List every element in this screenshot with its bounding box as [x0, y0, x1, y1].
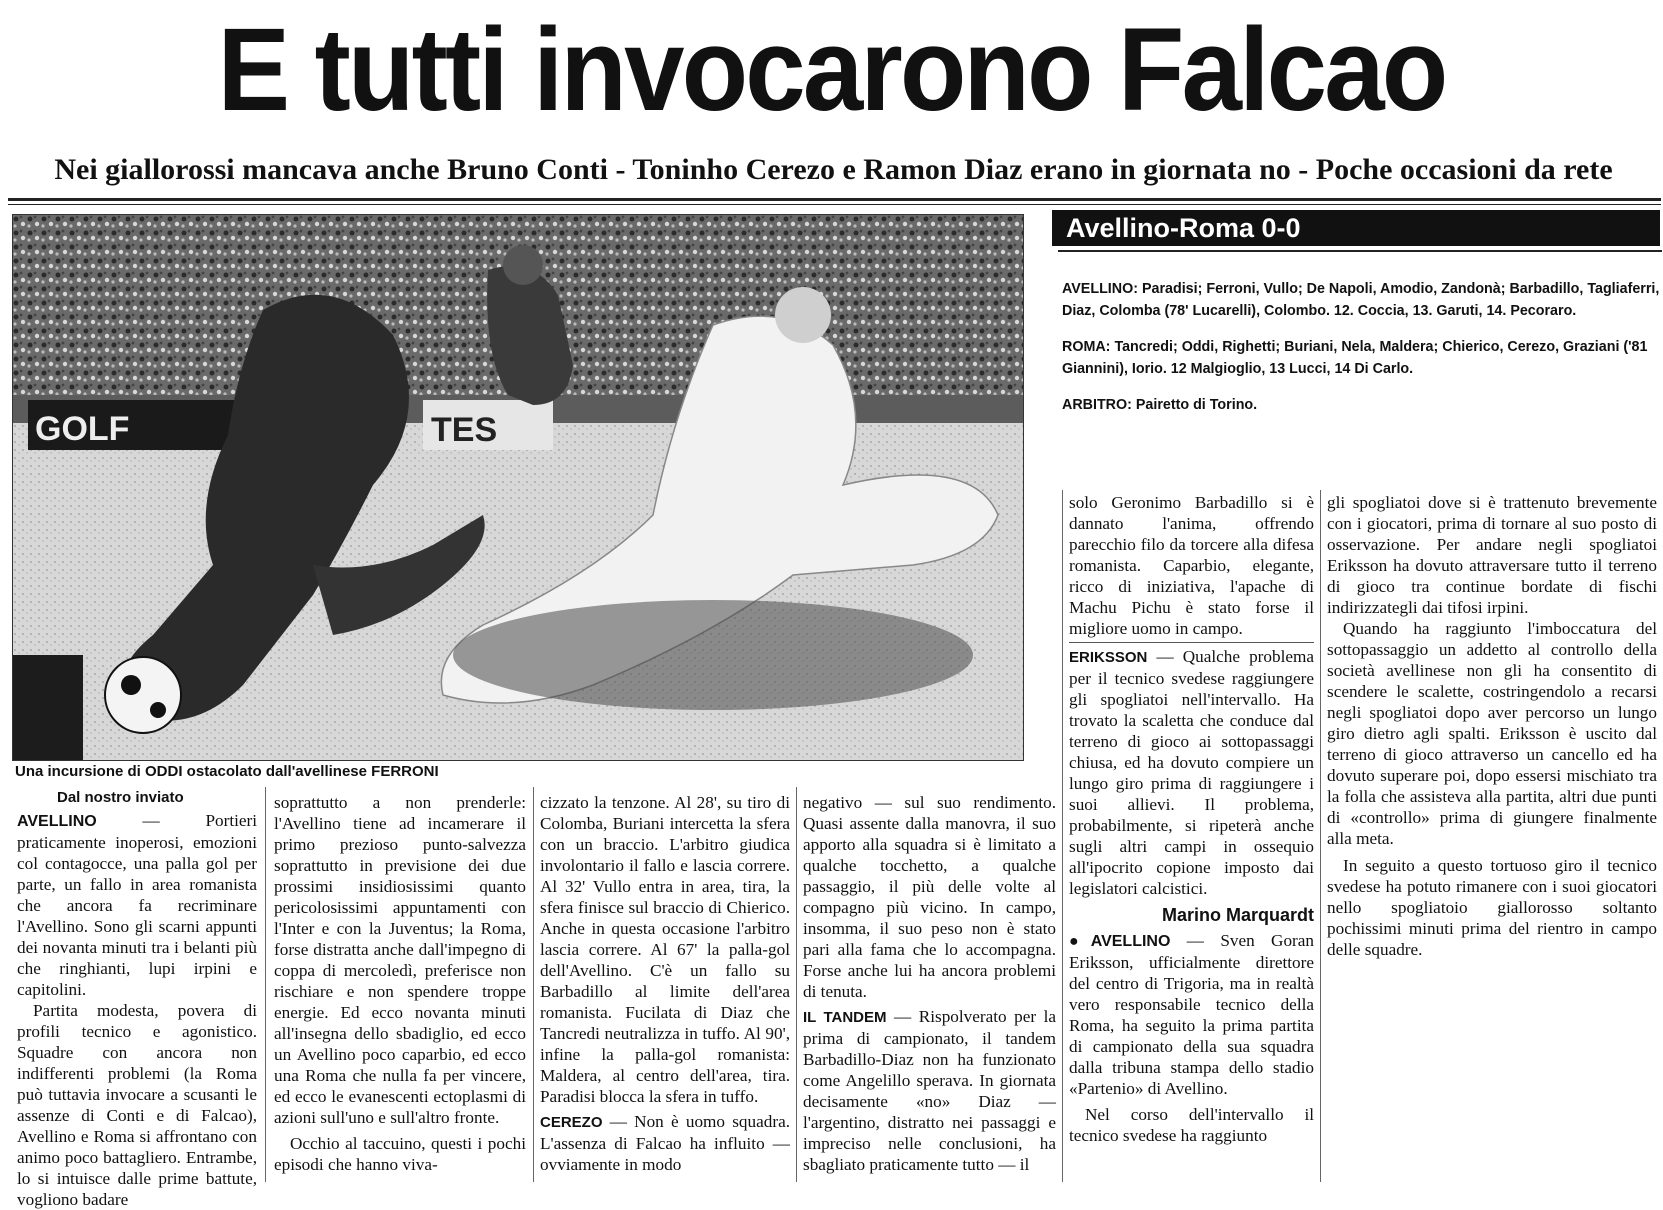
paragraph: negativo — sul suo rendimento. Quasi assente dalla manovra, il suo apporto alla squadra si è limitato a qualche tocchetto, a qualche passaggio, il più delle volte al compagno più vicino. In campo, insomma, il suo peso non è stato pari alla fama che lo accompagna. Forse anche lui ha ancora problemi di tenuta. — [803, 793, 1056, 1001]
banner-rule — [1058, 250, 1662, 252]
paragraph: Occhio al taccuino, questi i pochi episodi che hanno viva- — [274, 1134, 526, 1174]
paragraph: gli spogliatoi dove si è trattenuto brevemente con i giocatori, prima di tornare al suo posto di osservazione. Per andare negli spogliatoi Eriksson ha dovuto attraversare tutto il terreno di gioco tra continue bordate di fischi indirizzategli dai tifosi irpini. — [1327, 493, 1657, 617]
subhead-eriksson: ERIKSSON — [1069, 649, 1148, 666]
top-rule-thin — [8, 204, 1661, 205]
lineups-box — [1062, 278, 1660, 416]
rule — [1069, 642, 1314, 643]
ad-board-text-2: TES — [431, 411, 498, 449]
paragraph: Quando ha raggiunto l'imboccatura del sottopassaggio un addetto al controllo della società avellinese non gli ha consentito di scendere le scalette, costringendolo a recarsi negli spogliatoi dopo aver percorso un lungo giro dietro agli spalti. Eriksson è uscito dal terreno di gioco attraverso un cancello ed ha dovuto superare poi, dopo essersi mischiato tra la folla che assisteva alla partita, altri due punti di «controllo» prima di giungere finalmente alla meta. — [1327, 619, 1657, 848]
ad-board-text: GOLF — [35, 410, 130, 448]
lineup-avellino — [1062, 278, 1660, 322]
team-label-avellino: AVELLINO: — [1062, 281, 1138, 297]
players-avellino: Paradisi; Ferroni, Vullo; De Napoli, Amodio, Zandonà; Barbadillo, Tagliaferri, Diaz, Colomba (78' Lucarelli), Colombo. 12. Coccia, 13. Garuti, 14. Pecoraro. — [1062, 281, 1660, 319]
ball — [105, 657, 181, 733]
paragraph: cizzato la tenzone. Al 28', su tiro di Colomba, Buriani intercetta la sfera con un braccio. L'arbitro giudica involontario il fallo e lascia correre. Al 32' Vullo entra in area, tira, la sfera finisce sul braccio di Chierico. Anche in questa occasione l'arbitro lascia correre. Al 67' la palla-gol dell'Avellino. C'è un fallo su Barbadillo al limite dell'area romanista. Fucilata di Diaz che Tancredi neutralizza in tuffo. Al 90', infine la palla-gol romanista: Maldera, al centro dell'area, tira. Paradisi blocca la sfera in tuffo. — [540, 793, 790, 1106]
paragraph: soprattutto a non prenderle: l'Avellino tiene ad incamerare il primo prezioso punto-salvezza soprattutto in previsione dei due prossimi insidiosissimi quanto pericolosissimi appuntamenti con l'Inter e con la Juventus; la Roma, forse distratta anche dall'impegno di coppa di mercoledì, preferisce non rischiare e non spendere troppe energie. Ed ecco novanta minuti all'insegna dello sbadiglio, ed ecco un Avellino poco caparbio, ed ecco una Roma che nulla fa per vincere, ed ecco le evanescenti ectoplasmi di azioni sull'uno e sull'altro fronte. — [274, 793, 526, 1127]
column-divider — [265, 787, 266, 1182]
column-6 — [1327, 492, 1657, 960]
paragraph — [540, 1111, 790, 1175]
column-1 — [17, 787, 257, 1210]
paragraph — [1069, 930, 1314, 1099]
column-divider — [1320, 490, 1321, 1182]
match-photo-image — [13, 215, 1023, 760]
paragraph — [1069, 646, 1314, 899]
author-signature: Marino Marquardt — [1161, 905, 1314, 925]
text: — Rispolverato per la prima di campionato, il tandem Barbadillo-Diaz non ha funzionato come Angelillo sperava. In giornata decisamente «no» Diaz — l'argentino, distratto nei passaggi e impreciso nelle conclusioni, ha sbagliato praticamente tutto — il — [803, 1007, 1057, 1174]
byline: Dal nostro inviato — [57, 789, 184, 806]
paragraph: Nel corso dell'intervallo il tecnico svedese ha raggiunto — [1069, 1105, 1314, 1145]
photo-caption: Una incursione di ODDI ostacolato dall'avellinese FERRONI — [15, 763, 439, 780]
dateline: AVELLINO — [1090, 933, 1171, 950]
referee-label: ARBITRO: — [1062, 397, 1132, 413]
subhead-tandem: IL TANDEM — [803, 1009, 887, 1026]
paragraph: Partita modesta, povera di profili tecnico e agonistico. Squadre con ancora non indifferenti problemi (la Roma può tuttavia invocare a scusanti le assenze di Conti e di Falcao), Avellino e Roma si affrontano con animo poco battagliero. Entrambe, lo si intuisce dalle prime battute, vogliono badare — [17, 1001, 257, 1209]
column-divider — [533, 787, 534, 1182]
top-rule — [8, 198, 1661, 201]
column-divider — [1062, 490, 1063, 1182]
text: — Portieri praticamente inoperosi, emozioni col contagocce, una palla gol per parte, un fallo in area romanista che ancora fa recriminare l'Avellino. Sono gli scarni appunti dei novanta minuti tra i belanti più che ringhianti, lupi irpini e capitolini. — [17, 811, 257, 999]
text: — Non è uomo squadra. L'assenza di Falcao ha influito — ovviamente in modo — [540, 1112, 790, 1174]
team-label-roma: ROMA: — [1062, 339, 1111, 355]
bullet-icon: ● — [1069, 933, 1091, 950]
column-4 — [803, 792, 1056, 1175]
lineup-roma — [1062, 336, 1660, 380]
text: — Sven Goran Eriksson, ufficialmente direttore del centro di Trigoria, ma in realtà vero responsabile tecnico della Roma, ha seguito la prima partita di campionato della sua squadra dalla tribuna stampa dello stadio «Partenio» di Avellino. — [1069, 931, 1314, 1098]
paragraph: solo Geronimo Barbadillo si è dannato l'anima, offrendo parecchio filo da torcere alla difesa romanista. Caparbio, elegante, ricco di iniziativa, l'apache di Machu Pichu è stato forse il migliore uomo in campo. — [1069, 493, 1314, 638]
subheadline: Nei giallorossi mancava anche Bruno Conti - Toninho Cerezo e Ramon Diaz erano in giornata no - Poche occasioni da rete — [54, 153, 1613, 186]
paragraph — [803, 1006, 1056, 1175]
column-3 — [540, 792, 790, 1175]
column-2 — [274, 792, 526, 1175]
result-banner: Avellino-Roma 0-0 — [1052, 210, 1660, 246]
players-roma: Tancredi; Oddi, Righetti; Buriani, Nela, Maldera; Chierico, Cerezo, Graziani ('81 Giannini), Iorio. 12 Malgioglio, 13 Lucci, 14 Di Carlo. — [1062, 339, 1648, 377]
referee-name: Pairetto di Torino. — [1135, 397, 1258, 413]
dateline: AVELLINO — [17, 813, 97, 830]
subhead-cerezo: CEREZO — [540, 1114, 603, 1131]
column-divider — [796, 787, 797, 1182]
text: — Qualche problema per il tecnico svedese raggiungere gli spogliatoi nell'intervallo. Ha trovato la scaletta che conduce dal terreno di gioco ai sottopassaggi chiusa, ed ha dovuto compiere un lungo giro prima di raggiungere i suoi allievi. Il problema, probabilmente, si ripeterà anche sugli altri campi in ossequio all'ipocrito copione imposto dai legislatori calcistici. — [1069, 647, 1314, 898]
paragraph — [17, 810, 257, 1000]
paragraph: In seguito a questo tortuoso giro il tecnico svedese ha potuto rimanere con i suoi giocatori nello spogliatoio giallorosso soltanto pochissimi minuti prima del rientro in campo delle squadre. — [1327, 856, 1657, 959]
column-5 — [1069, 492, 1314, 1146]
match-photo — [12, 214, 1024, 761]
headline: E tutti invocarono Falcao — [217, 4, 1446, 136]
referee-line — [1062, 394, 1660, 416]
